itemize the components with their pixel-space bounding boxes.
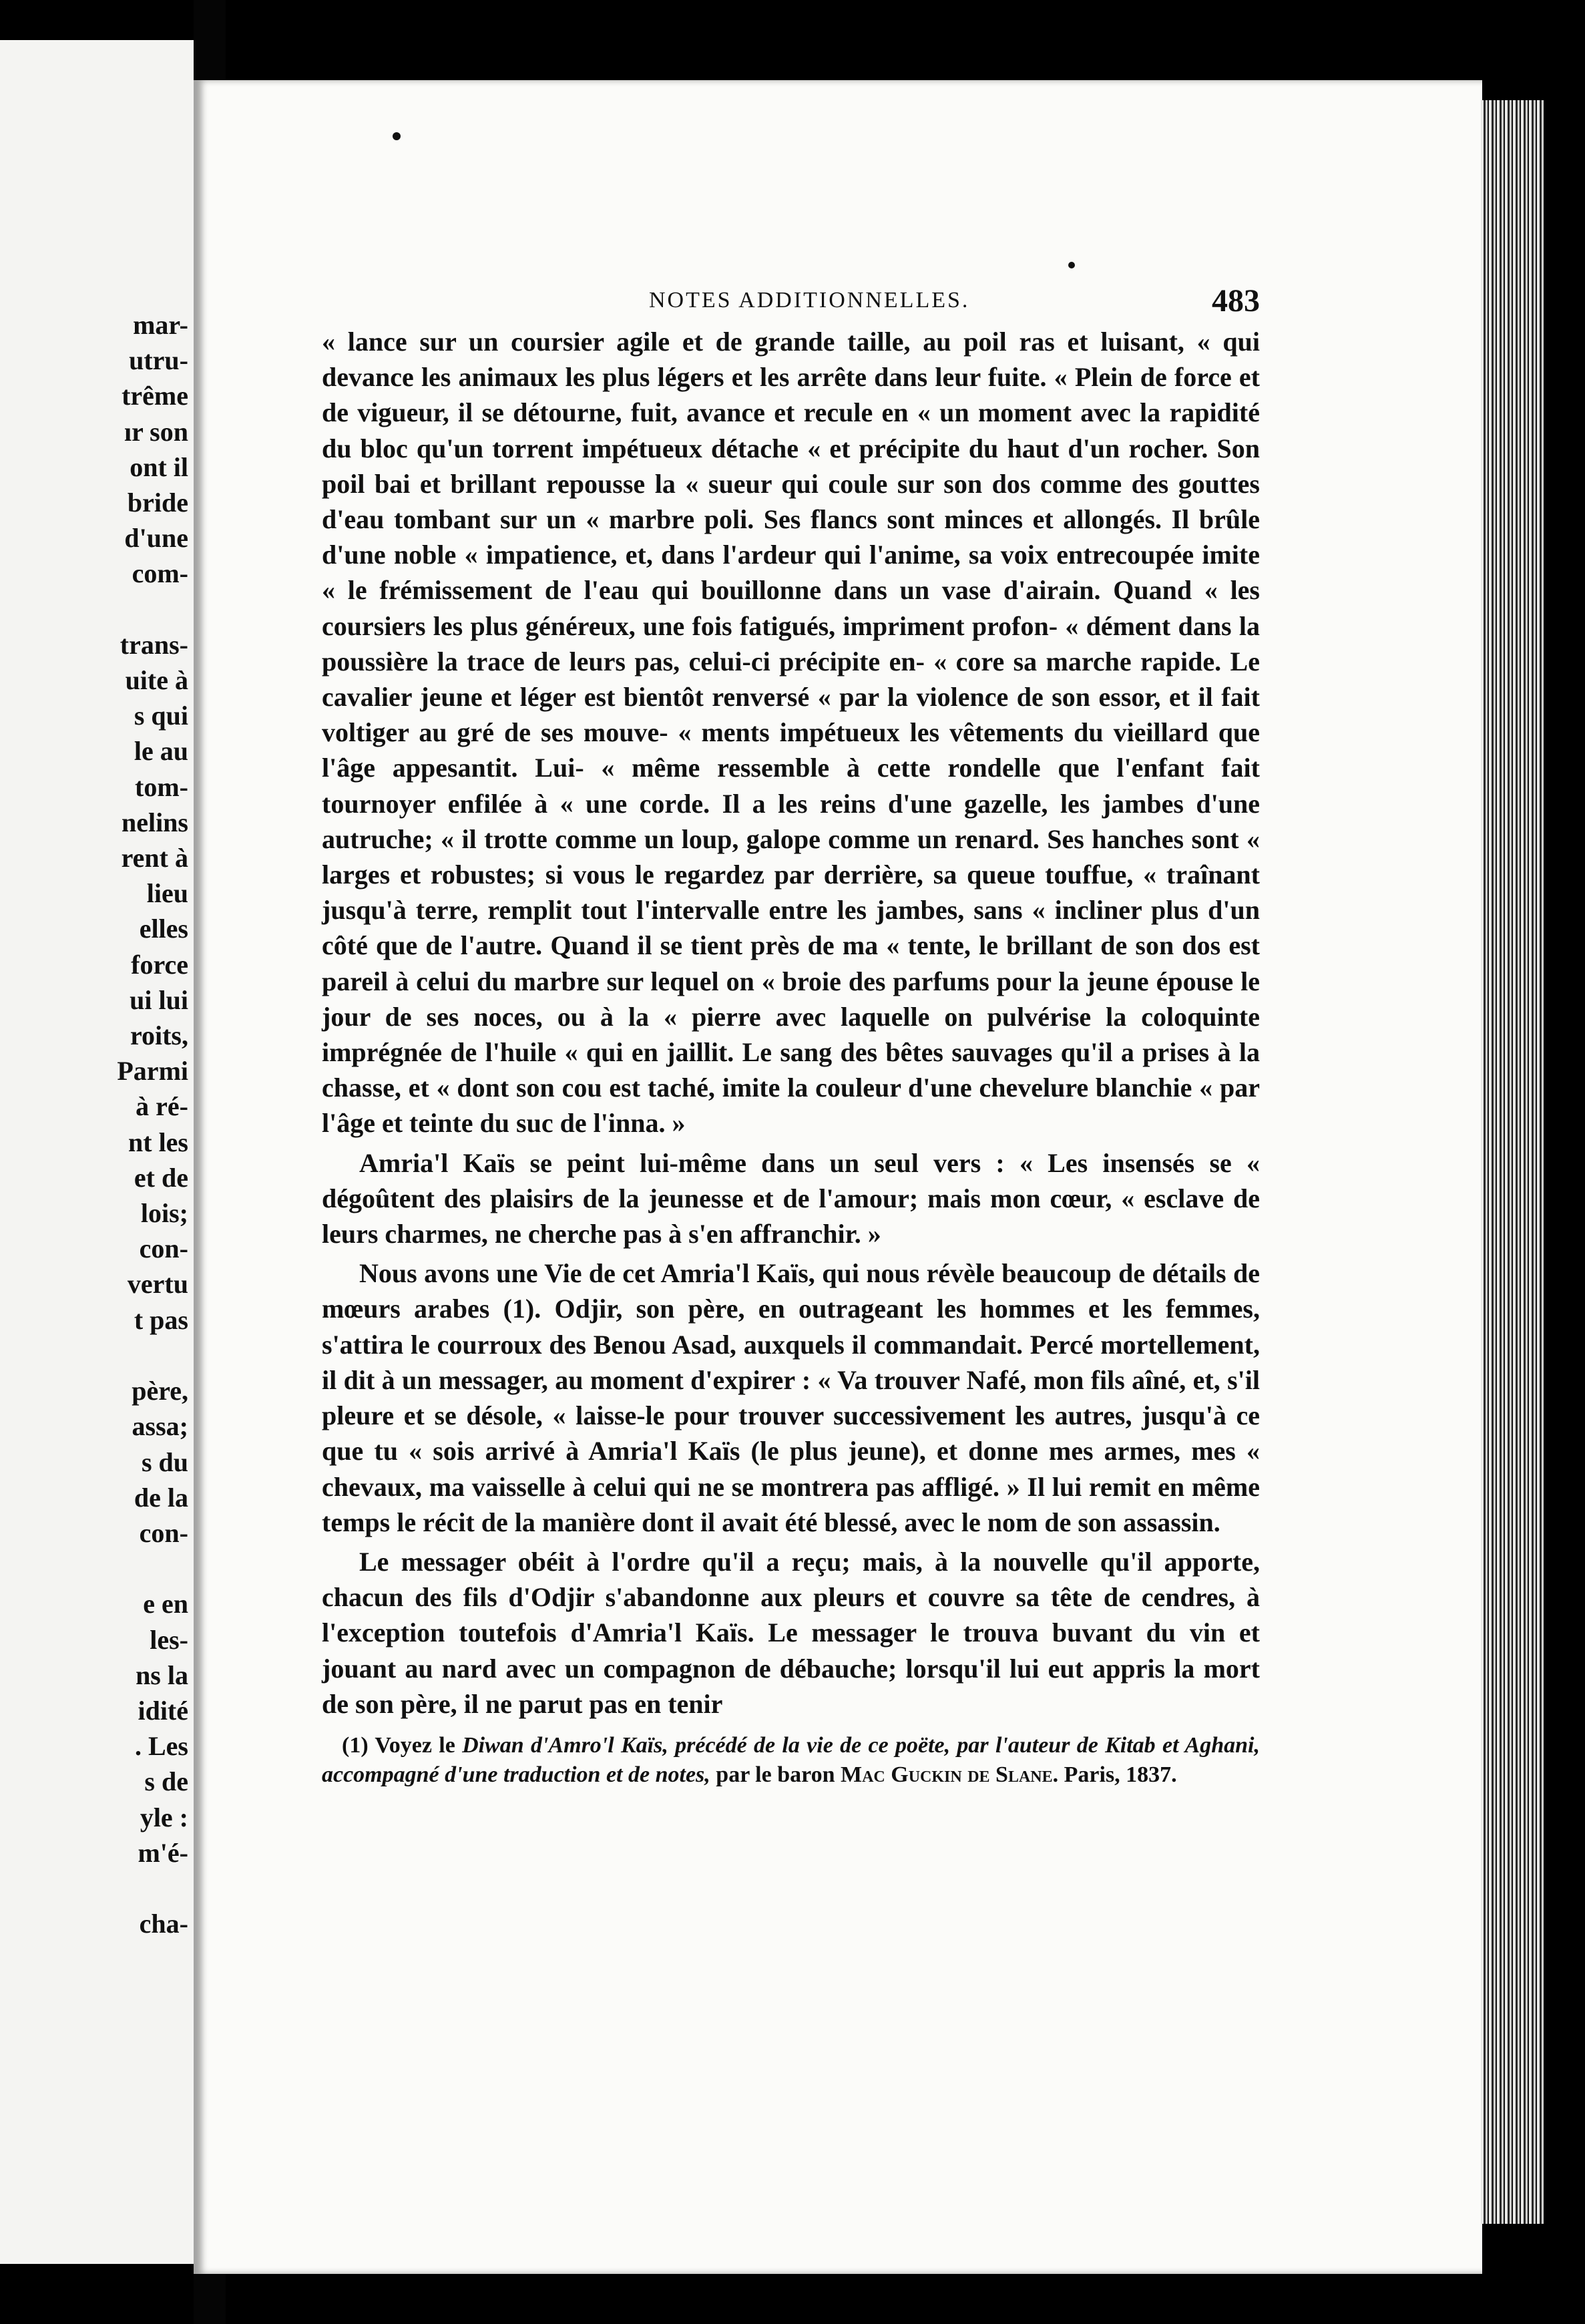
running-head bbox=[322, 277, 1260, 324]
footnote-title: Diwan d'Amro'l Kaïs, précédé de la vie de ce poëte, par l'auteur de Kitab et Aghani, accompagné d'une traduction et de notes, bbox=[322, 1732, 1261, 1787]
facing-page-line bbox=[0, 1871, 188, 1906]
facing-page-line: s qui bbox=[134, 701, 188, 731]
paragraph: Le messager obéit à l'ordre qu'il a reçu; mais, à la nouvelle qu'il apporte, chacun des fils d'Odjir s'abandonne aux pleurs et couvre sa tête de cendres, à l'exception toutefois d'Amria'l Kaïs. Le messager le trouva buvant du vin et jouant au nard avec un compagnon de débauche; lorsqu'il lui eut appris la mort de son père, il ne parut pas en tenir bbox=[322, 1546, 1260, 1719]
facing-page-line: Parmi bbox=[117, 1056, 188, 1087]
facing-page-line: trans- bbox=[120, 629, 188, 660]
paragraph: Amria'l Kaïs se peint lui-même dans un seul vers : « Les insensés se « dégoûtent des plaisirs de la jeunesse et de l'amour; mais mon cœur, « esclave de leurs charmes, ne cherche pas à s'en affranchir. » bbox=[322, 1147, 1260, 1249]
facing-page-line: con- bbox=[139, 1517, 188, 1548]
page-content bbox=[322, 277, 1260, 1790]
facing-page-line bbox=[0, 592, 188, 627]
facing-page-line: con- bbox=[139, 1233, 188, 1264]
page-edges bbox=[1481, 100, 1544, 2224]
page-number: 483 bbox=[1212, 283, 1260, 319]
facing-page-line: t pas bbox=[134, 1304, 188, 1335]
ink-speck bbox=[393, 132, 401, 140]
facing-page-line: . Les bbox=[135, 1731, 188, 1762]
facing-page-line: nelins bbox=[121, 807, 188, 837]
facing-page-line: et de bbox=[134, 1162, 188, 1193]
facing-page-line: les- bbox=[150, 1624, 188, 1655]
ink-speck bbox=[1068, 262, 1075, 268]
body-text bbox=[322, 324, 1260, 1722]
facing-page-line: mar- bbox=[133, 310, 188, 340]
facing-page-line: ont il bbox=[130, 451, 188, 482]
facing-page-line: force bbox=[131, 949, 188, 980]
facing-page-line: uite à bbox=[125, 665, 188, 696]
footnote-suffix: Paris, 1837. bbox=[1064, 1762, 1177, 1787]
facing-page-line: m'é- bbox=[138, 1837, 188, 1868]
paragraph: « lance sur un coursier agile et de grande taille, au poil ras et luisant, « qui devance les animaux les plus légers et les arrête dans leur fuite. « Plein de force et de vigueur, il se détourne, fuit, avance et recule en « un moment avec la rapidité du bloc qu'un torrent impétueux détache « et précipite du haut d'un rocher. Son poil bai et brillant repousse la « sueur qui coule sur son dos comme des gouttes d'eau tombant sur un « marbre poli. Ses flancs sont minces et allongés. Il brûle d'une noble « impatience, et, dans l'ardeur qui l'anime, sa voix entrecoupée imite « le frémissement de l'eau qui bouillonne dans un vase d'airain. Quand « les coursiers les plus généreux, une fois fatigués, impriment profon- « dément dans la poussière la trace de leurs pas, celui-ci précipite en- « core sa marche rapide. Le cavalier jeune et léger est bientôt renversé « par la violence de son essor, et il fait voltiger au gré de ses mouve- « ments impétueux les vêtements du vieillard que l'âge appesantit. Lui- « même ressemble à cette rondelle que l'enfant fait tournoyer enfilée à « une corde. Il a les reins d'une gazelle, les jambes d'une autruche; « il trotte comme un loup, galope comme un renard. Ses hanches sont « larges et robustes; si vous le regardez par derrière, sa queue touffue, « traînant jusqu'à terre, remplit tout l'intervalle entre les jambes, sans « incliner plus d'un côté que de l'autre. Quand il se tient près de ma « tente, le brillant de son dos est pareil à celui du marbre sur lequel on « broie des parfums pour la jeune épouse le jour de ses noces, ou à la « pierre avec laquelle on pulvérise la coloquinte imprégnée de l'huile « qui en jaillit. Le sang des bêtes sauvages qu'il a prises à la chasse, et « dont son cou est taché, imite la couleur d'une chevelure blanchie « par l'âge et teinte du suc de l'inna. » bbox=[322, 327, 1260, 1139]
footnote bbox=[322, 1731, 1260, 1790]
facing-page-line: ır son bbox=[124, 416, 188, 447]
facing-page-line: bride bbox=[127, 488, 188, 518]
facing-page-line bbox=[0, 1551, 188, 1586]
facing-page-line: rent à bbox=[121, 843, 188, 874]
footnote-middle: par le baron bbox=[716, 1762, 835, 1787]
running-title: NOTES ADDITIONNELLES. bbox=[649, 288, 970, 313]
facing-page-line: roits, bbox=[130, 1020, 188, 1051]
facing-page-line: vertu bbox=[127, 1269, 188, 1300]
facing-page-line: utru- bbox=[129, 345, 188, 376]
facing-page-line: yle : bbox=[140, 1802, 188, 1832]
paragraph: Nous avons une Vie de cet Amria'l Kaïs, qui nous révèle beaucoup de détails de mœurs arabes (1). Odjir, son père, en outrageant les hommes et les femmes, s'attira le courroux des Benou Asad, auxquels il commandait. Percé mortellement, il dit à un messager, au moment d'expirer : « Va trouver Nafé, mon fils aîné, et, s'il pleure et se désole, « laisse-le pour trouver successivement les autres, jusqu'à ce que tu « sois arrivé à Amria'l Kaïs (le plus jeune), et donne mes armes, mes « chevaux, ma vaisselle à celui qui ne se montrera pas affligé. » Il lui remit en même temps le récit de la manière dont il avait été blessé, avec le nom de son assassin. bbox=[322, 1258, 1260, 1537]
facing-page-line: ns la bbox=[136, 1660, 188, 1690]
facing-page-line: assa; bbox=[132, 1411, 188, 1442]
facing-page-line: lois; bbox=[140, 1198, 188, 1229]
facing-page bbox=[0, 40, 194, 2264]
footnote-marker: (1) bbox=[342, 1732, 369, 1758]
facing-page-line: d'une bbox=[124, 523, 188, 554]
footnote-prefix: Voyez le bbox=[375, 1732, 455, 1758]
footnote-author: Mac Guckin de Slane. bbox=[841, 1762, 1059, 1787]
facing-page-line: cha- bbox=[139, 1909, 188, 1939]
facing-page-line: trême bbox=[122, 381, 188, 411]
facing-page-line bbox=[0, 1338, 188, 1373]
facing-page-line: lieu bbox=[146, 878, 188, 909]
facing-page-line: père, bbox=[132, 1376, 188, 1406]
facing-page-line: ui lui bbox=[130, 984, 188, 1015]
facing-page-line: idité bbox=[138, 1695, 188, 1726]
facing-page-line: e en bbox=[143, 1589, 188, 1619]
facing-page-line: le au bbox=[134, 736, 188, 767]
facing-page-line: tom- bbox=[135, 771, 188, 802]
facing-page-line: s du bbox=[141, 1446, 188, 1477]
facing-page-line: elles bbox=[139, 914, 188, 944]
facing-page-line: s de bbox=[144, 1766, 188, 1797]
facing-page-line: nt les bbox=[128, 1127, 188, 1157]
facing-page-line: com- bbox=[132, 558, 188, 589]
facing-page-line: de la bbox=[134, 1482, 188, 1513]
facing-page-line: à ré- bbox=[136, 1091, 188, 1122]
facing-page-text bbox=[0, 307, 188, 1941]
